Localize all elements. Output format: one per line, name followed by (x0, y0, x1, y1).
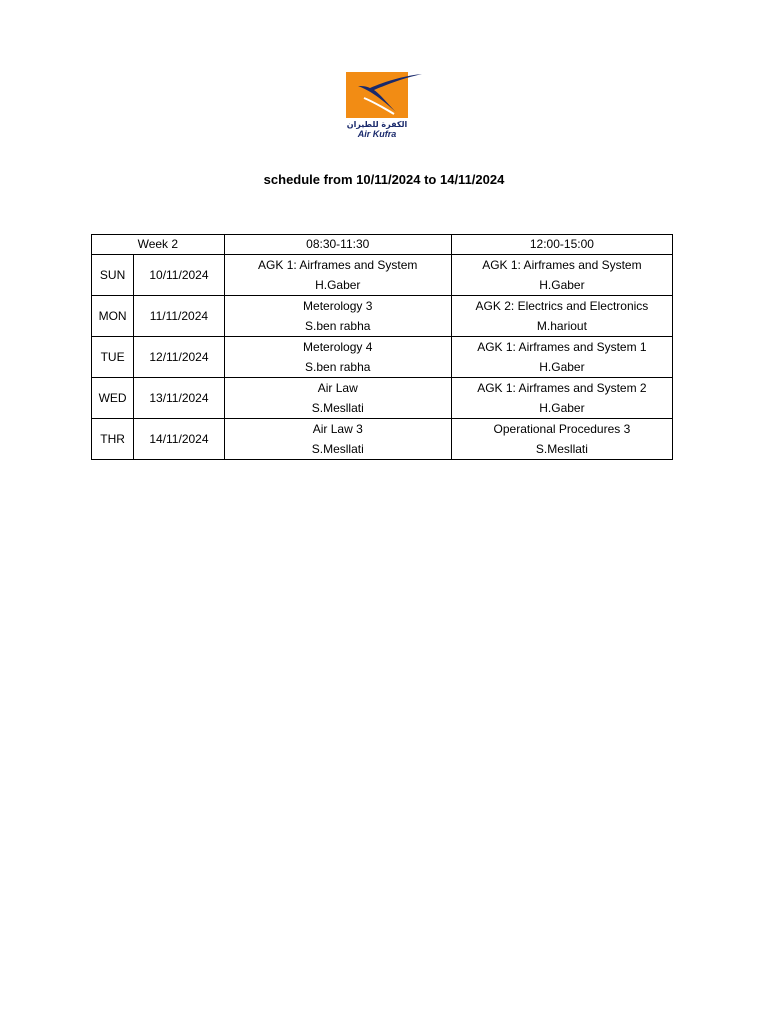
pm-session-cell (451, 337, 672, 378)
pm-course: Operational Procedures 3 (493, 422, 631, 436)
pm-instructor: H.Gaber (539, 278, 585, 292)
day-cell: TUE (92, 337, 134, 378)
am-session-cell (224, 296, 451, 337)
pm-instructor: M.hariout (536, 319, 587, 333)
day-cell: SUN (92, 255, 134, 296)
pm-course: AGK 2: Electrics and Electronics (475, 299, 649, 313)
air-kufra-logo (344, 72, 422, 140)
am-instructor: S.ben rabha (305, 319, 371, 333)
day-cell: THR (92, 419, 134, 460)
day-cell: MON (92, 296, 134, 337)
schedule-table (91, 234, 673, 460)
header-row (92, 235, 673, 255)
pm-session-cell (451, 255, 672, 296)
pm-course: AGK 1: Airframes and System 2 (477, 381, 647, 395)
table-row (92, 296, 673, 337)
pm-session-cell (451, 378, 672, 419)
am-instructor: S.ben rabha (305, 360, 371, 374)
logo-arabic-text: الكفرة للطيران (346, 120, 408, 129)
am-instructor: S.Mesllati (311, 442, 364, 456)
am-session-cell (224, 337, 451, 378)
table-row (92, 378, 673, 419)
pm-course: AGK 1: Airframes and System 1 (477, 340, 647, 354)
page-title: schedule from 10/11/2024 to 14/11/2024 (263, 172, 505, 187)
week-header: Week 2 (92, 235, 225, 255)
date-cell: 12/11/2024 (134, 337, 224, 378)
date-cell: 14/11/2024 (134, 419, 224, 460)
am-slot-header: 08:30-11:30 (224, 235, 451, 255)
pm-session-cell (451, 296, 672, 337)
pm-instructor: S.Mesllati (535, 442, 588, 456)
pm-instructor: H.Gaber (539, 401, 585, 415)
am-course: Air Law (317, 381, 358, 395)
logo-english-text: Air Kufra (357, 129, 397, 139)
am-course: Meterology 4 (303, 340, 373, 354)
am-instructor: H.Gaber (315, 278, 361, 292)
am-instructor: S.Mesllati (311, 401, 364, 415)
table-row (92, 337, 673, 378)
pm-slot-header: 12:00-15:00 (451, 235, 672, 255)
pm-course: AGK 1: Airframes and System (482, 258, 642, 272)
am-session-cell (224, 378, 451, 419)
am-course: Air Law 3 (312, 422, 363, 436)
logo-swoosh-icon (344, 72, 422, 120)
pm-session-cell (451, 419, 672, 460)
pm-instructor: H.Gaber (539, 360, 585, 374)
am-course: Meterology 3 (303, 299, 373, 313)
table-row (92, 255, 673, 296)
date-cell: 11/11/2024 (134, 296, 224, 337)
date-cell: 10/11/2024 (134, 255, 224, 296)
day-cell: WED (92, 378, 134, 419)
am-course: AGK 1: Airframes and System (258, 258, 418, 272)
date-cell: 13/11/2024 (134, 378, 224, 419)
am-session-cell (224, 419, 451, 460)
table-row (92, 419, 673, 460)
am-session-cell (224, 255, 451, 296)
